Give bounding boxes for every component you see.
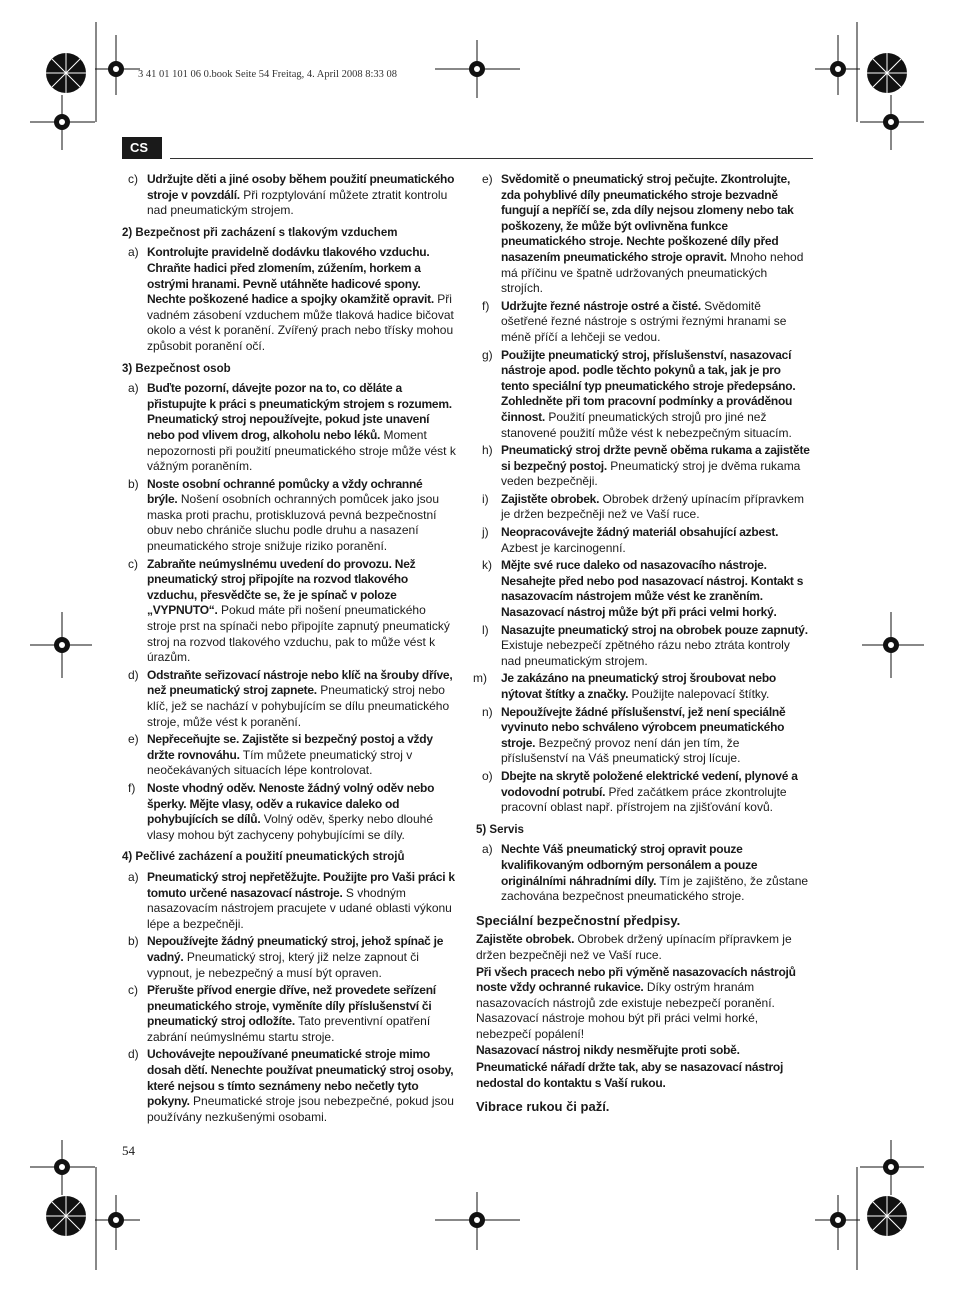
paragraph: Nasazovací nástroj nikdy nesměřujte proti sobě. bbox=[476, 1043, 740, 1058]
section-heading: 3) Bezpečnost osob bbox=[122, 362, 231, 375]
list-item: b) Noste osobní ochranné pomůcky a vždy ochranné brýle. Nošení osobních ochranných pomůcek jako jsou maska proti prachu, protiskluzová pevná bezpečnostní obuv nebo chrániče sluchu podle druhu a nasazení pneumatického stroje snižuje riziko poranění. bbox=[128, 476, 440, 554]
list-item: a) Buďte pozorní, dávejte pozor na to, co děláte a přistupujte k práci s pneumatickým strojem s rozumem. Pneumatický stroj nepoužívejte, pokud jste unavení nebo pod vlivem drog, alkoholu nebo léků. Moment nepozornosti při použití pneumatického stroje může vést k vážným poraněním. bbox=[128, 381, 456, 474]
left-column bbox=[122, 172, 456, 1127]
right-column bbox=[473, 172, 810, 1119]
list-item: d) Odstraňte seřizovací nástroje nebo klíč na šrouby dříve, než pneumatický stroj zapnete. Pneumatický stroj nebo klíč, jež se nachází v pohybujícím se dílu pneumatického stroje, může vést k poranění. bbox=[128, 667, 453, 729]
paragraph: Při všech pracech nebo při výměně nasazovacích nástrojů noste vždy ochranné rukavice. Díky ostrým hranám nasazovacích nástrojů zde existuje nebezpečí poranění. Nasazovací nástroje mohou být při práci velmi horké, nebezpečí popálení! bbox=[476, 964, 796, 1041]
section-heading: 5) Servis bbox=[476, 823, 524, 836]
language-badge: CS bbox=[122, 137, 162, 159]
section-heading: 4) Pečlivé zacházení a použití pneumatických strojů bbox=[122, 851, 405, 864]
section-heading: 2) Bezpečnost při zacházení s tlakovým vzduchem bbox=[122, 226, 398, 239]
list-item: j) Neopracovávejte žádný materiál obsahující azbest. Azbest je karcinogenní. bbox=[482, 525, 779, 555]
list-item: a) Pneumatický stroj nepřetěžujte. Použijte pro Vaši práci k tomuto určené nasazovací nástroje. S vhodným nasazovacím nástrojem pracujete v udané oblasti výkonu lépe a bezpečněji. bbox=[128, 869, 455, 931]
list-item: k) Mějte své ruce daleko od nasazovacího nástroje. Nesahejte před nebo pod nasazovací nástroj. Kontakt s nasazovacím nástrojem může vést ke zraněním. Nasazovací nástroj může být při práci velmi horký. bbox=[482, 558, 804, 620]
list-item: f) Udržujte řezné nástroje ostré a čisté. Svědomitě ošetřené řezné nástroje s ostrými řeznými hranami se méně příčí a lehčeji se vedou. bbox=[482, 298, 787, 344]
list-item: c) Zabraňte neúmyslnému uvedení do provozu. Než pneumatický stroj připojíte na rozvod tlakového vzduchu, přesvědčte se, že je spínač v poloze „VYPNUTO“. Pokud máte při nošení pneumatického stroje prst na spínači nebo připojíte zapnutý pneumatický stroj na rozvod tlakového vzduchu, pak to může vést k úrazům. bbox=[128, 556, 450, 665]
paragraph: Zajistěte obrobek. Obrobek držený upínacím přípravkem je držen bezpečněji než ve Vaší ruce. bbox=[476, 932, 792, 962]
special-safety-title: Speciální bezpečnostní předpisy. bbox=[476, 912, 681, 928]
list-item: b) Nepoužívejte žádný pneumatický stroj, jehož spínač je vadný. Pneumatický stroj, který již nelze zapnout či vypnout, je nebezpečný a musí být opraven. bbox=[128, 934, 444, 980]
list-item: m) Je zakázáno na pneumatický stroj šroubovat nebo nýtovat štítky a značky. Použijte nalepovací štítky. bbox=[473, 671, 776, 701]
vibration-title: Vibrace rukou či paží. bbox=[476, 1099, 610, 1115]
book-info: 3 41 01 101 06 0.book Seite 54 Freitag, 4. April 2008 8:33 08 bbox=[138, 69, 397, 80]
list-item: a) Kontrolujte pravidelně dodávku tlakového vzduchu. Chraňte hadici před zlomením, zúžením, horkem a ostrými hranami. Pevně utáhněte hadicové spony. Nechte poškozené hadice a spojky okamžitě opravit. Při vadném zásobení vzduchem může tlaková hadice bičovat okolo a vést k poranění. Zvířený prach nebo třísky mohou způsobit poranění očí. bbox=[128, 245, 454, 353]
list-item: e) Svědomitě o pneumatický stroj pečujte. Zkontrolujte, zda pohyblivé díly pneumatického stroje bezvadně fungují a nepříčí se, zda díly nejsou zlomeny nebo tak poškozeny, že může být ovlivněna funkce pneumatického stroje. Nechte poškozené díly před nasazením pneumatického stroje opravit. Mnoho nehod má příčinu ve špatně udržovaných pneumatických strojích. bbox=[482, 172, 804, 296]
list-item: c) Udržujte děti a jiné osoby během použití pneumatického stroje v povzdálí. Při rozptylování můžete ztratit kontrolu nad pneumatickým strojem. bbox=[128, 172, 455, 218]
list-item: f) Noste vhodný oděv. Nenoste žádný volný oděv nebo šperky. Mějte vlasy, oděv a rukavice daleko od pohybujících se dílů. Volný oděv, šperky nebo dlouhé vlasy mohou být zachyceny pohybujícími se díly. bbox=[128, 780, 435, 842]
list-item: a) Nechte Váš pneumatický stroj opravit pouze kvalifikovaným odborným personálem a pouze originálními náhradními díly. Tím je zajištěno, že zůstane zachována bezpečnost pneumatického stroje. bbox=[482, 842, 809, 904]
list-item: n) Nepoužívejte žádné příslušenství, jež není speciálně vyvinuto nebo schváleno výrobcem pneumatického stroje. Bezpečný provoz není dán jen tím, že příslušenství na Váš pneumatický stroj lícuje. bbox=[482, 704, 786, 766]
list-item: c) Přerušte přívod energie dříve, než provedete seřízení pneumatického stroje, vyměníte díly příslušenství či pneumatický stroj odložíte. Tato preventivní opatření zabrání neúmyslnému startu stroje. bbox=[128, 983, 436, 1044]
list-item: i) Zajistěte obrobek. Obrobek držený upínacím přípravkem je držen bezpečněji než ve Vaší ruce. bbox=[482, 491, 804, 522]
list-item: h) Pneumatický stroj držte pevně oběma rukama a zajistěte si bezpečný postoj. Pneumatický stroj je dvěma rukama veden bezpečněji. bbox=[482, 443, 810, 489]
list-item: l) Nasazujte pneumatický stroj na obrobek pouze zapnutý. Existuje nebezpečí zpětného rázu nebo ztráta kontroly nad pneumatickým strojem. bbox=[482, 622, 808, 668]
list-item: o) Dbejte na skrytě položené elektrické vedení, plynové a vodovodní potrubí. Před začátkem práce zkontrolujte pracovní oblast např. přístrojem na zjišťování kovů. bbox=[482, 768, 798, 815]
header-rule bbox=[170, 158, 813, 159]
list-item: d) Uchovávejte nepoužívané pneumatické stroje mimo dosah dětí. Nenechte používat pneumatický stroj osoby, které nejsou s tímto seznámeny nebo nečetly tyto pokyny. Pneumatické stroje jsou nebezpečné, pokud jsou používány nezkušenými osobami. bbox=[128, 1047, 454, 1124]
page-number: 54 bbox=[122, 1143, 135, 1158]
paragraph: Pneumatické nářadí držte tak, aby se nasazovací nástroj nedostal do kontaktu s Vaší rukou. bbox=[476, 1060, 784, 1090]
list-item: g) Použijte pneumatický stroj, příslušenství, nasazovací nástroje apod. podle těchto pokynů a tak, jak je pro tento speciální typ pneumatického stroje předepsáno. Zohledněte při tom pracovní podmínky a prováděnou činnost. Použití pneumatických strojů pro jiné než stanovené použití může vést k nebezpečným situacím. bbox=[482, 347, 796, 440]
list-item: e) Nepřeceňujte se. Zajistěte si bezpečný postoj a vždy držte rovnováhu. Tím můžete pneumatický stroj v neočekávaných situacích lépe kontrolovat. bbox=[128, 732, 433, 778]
